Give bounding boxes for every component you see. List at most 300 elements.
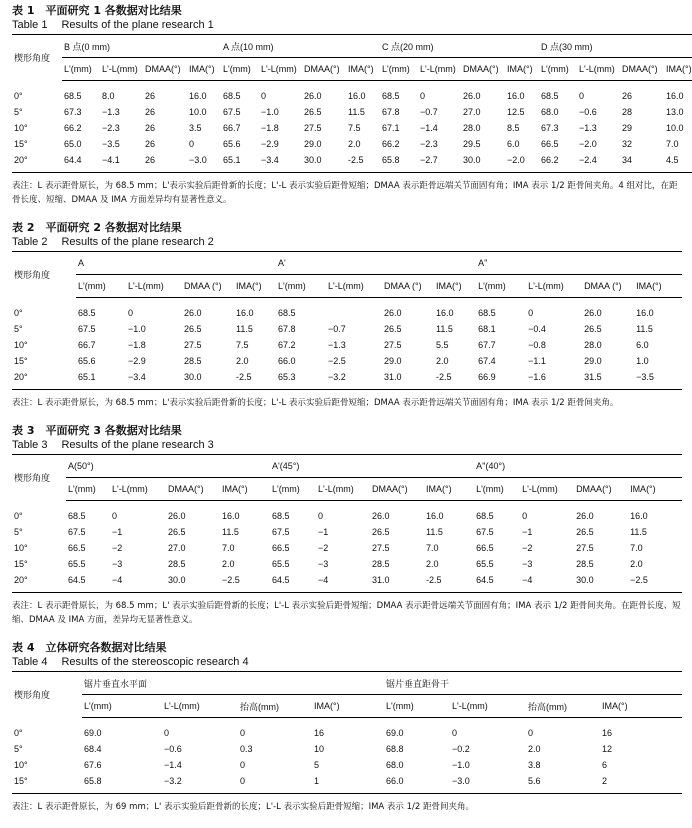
data-cell: 66.9 [478,372,496,382]
data-cell: 11.5 [236,324,253,334]
row-angle-cell: 15° [14,559,28,569]
data-cell: 28.5 [184,356,202,366]
data-cell: 16.0 [666,91,684,101]
data-cell: −4 [522,575,533,585]
data-cell: 11.5 [222,527,239,537]
column-header: 抬高(mm) [526,695,600,718]
data-cell: 11.5 [426,527,443,537]
data-cell: 16.0 [222,511,240,521]
data-cell: 34 [622,155,633,165]
data-cell: 27.5 [384,340,402,350]
data-cell: −1.4 [164,760,182,770]
data-cell: −1.3 [102,107,120,117]
column-header: L'(mm) [380,58,418,81]
data-cell: 68.5 [278,308,296,318]
data-cell: 66.2 [382,139,400,149]
column-header: L'-L(mm) [126,275,182,298]
data-cell: −2.5 [630,575,648,585]
data-cell: 65.1 [78,372,96,382]
row-angle-cell: 5° [14,107,23,117]
data-cell: 26 [145,107,156,117]
table-2-caption-en [12,235,682,249]
data-cell: 27.5 [372,543,390,553]
data-cell: 12.5 [507,107,525,117]
data-cell: −0.7 [420,107,438,117]
data-cell: −2.9 [128,356,146,366]
corner-header: 楔形角度 [14,53,51,64]
table-1-caption-cn: 表 1 平面研究 1 各数据对比结果 [12,4,182,17]
data-cell: 65.8 [84,776,102,786]
data-cell: −0.2 [452,744,470,754]
column-header: IMA(°) [628,478,682,501]
column-header: L'(mm) [276,275,326,298]
table-4 [12,671,682,794]
column-header: L'(mm) [62,58,100,81]
data-cell: 7.0 [630,543,643,553]
data-cell: 68.5 [68,511,86,521]
table-row [12,572,682,593]
data-cell: 16 [602,728,613,738]
data-cell: 28 [622,107,633,117]
data-cell: 67.3 [64,107,82,117]
data-cell: 11.5 [436,324,453,334]
column-header: DMAA(°) [166,478,220,501]
data-cell: 28.0 [463,123,481,133]
table-row [12,369,682,390]
table-3-caption-cn: 表 3 平面研究 3 各数据对比结果 [12,424,182,437]
data-cell: −1.8 [128,340,146,350]
data-cell: 5.6 [528,776,541,786]
column-header: IMA(°) [600,695,682,718]
data-cell: 26.0 [304,91,322,101]
group-header-row [12,35,692,58]
column-header: L'-L(mm) [316,478,370,501]
table-4-caption-cn: 表 4 立体研究各数据对比结果 [12,641,167,654]
group-header: 锯片垂直距骨干 [384,672,682,695]
data-cell: 16.0 [630,511,648,521]
data-cell: 66.5 [68,543,86,553]
data-cell: 67.1 [382,123,400,133]
row-angle-cell: 10° [14,340,28,350]
data-cell: 28.0 [584,340,602,350]
column-header: L'(mm) [221,58,259,81]
data-cell: 3.5 [189,123,202,133]
data-cell: −3 [522,559,533,569]
data-cell: −3.2 [328,372,346,382]
column-header: IMA(°) [220,478,270,501]
table-3-body [12,455,682,593]
row-angle-cell: 20° [14,155,28,165]
group-header: C 点(20 mm) [380,35,539,58]
table-2 [12,251,682,390]
column-header: IMA(°) [664,58,692,81]
data-cell: 28.5 [372,559,390,569]
data-cell: 16.0 [507,91,525,101]
data-cell: 0 [318,511,324,521]
group-header: 锯片垂直水平面 [82,672,384,695]
column-header: DMAA(°) [574,478,628,501]
data-cell: 16.0 [348,91,366,101]
data-cell: 26 [145,91,156,101]
table-3-note: 表注：L 表示距骨原长，为 68.5 mm；L' 表示实验后距骨新的长度；L'-L 表示实验后距骨短缩；DMAA 表示距骨远端关节面固有角；IMA 表示 1/2 距骨间夹角。在距骨长度、短缩、DMAA 及 IMA 方面，差异均无显著性意义。 [12,601,681,625]
data-cell: 68.5 [223,91,241,101]
table-row [12,81,692,105]
data-cell: 0 [112,511,118,521]
data-cell: −0.8 [528,340,546,350]
table-2-caption-cn: 表 2 平面研究 2 各数据对比结果 [12,221,182,234]
data-cell: 67.5 [78,324,96,334]
group-header: D 点(30 mm) [539,35,692,58]
data-cell: 2.0 [236,356,249,366]
data-cell: −2.5 [328,356,346,366]
data-cell: −2 [318,543,329,553]
data-cell: −1 [318,527,329,537]
data-cell: 29.0 [304,139,322,149]
data-cell: −0.6 [164,744,182,754]
data-cell: 27.0 [463,107,481,117]
data-cell: 30.0 [463,155,481,165]
data-cell: 68.5 [478,308,496,318]
data-cell: 26.5 [304,107,322,117]
table-2-number: Table 2 [12,236,48,248]
data-cell: 26.5 [372,527,390,537]
data-cell: -2.5 [348,155,364,165]
data-cell: 0 [240,776,246,786]
data-cell: −3.5 [636,372,654,382]
data-cell: 67.5 [68,527,86,537]
group-header-row [12,455,682,478]
data-cell: 68.5 [272,511,290,521]
data-cell: −1.0 [128,324,146,334]
data-cell: 16.0 [636,308,654,318]
row-angle-cell: 10° [14,123,28,133]
data-cell: 3.8 [528,760,541,770]
table-row [12,718,682,742]
data-cell: 26.0 [576,511,594,521]
data-cell: 67.5 [272,527,290,537]
data-cell: 27.5 [184,340,202,350]
row-angle-cell: 5° [14,744,23,754]
data-cell: −3 [318,559,329,569]
data-cell: 2.0 [426,559,439,569]
column-header: L'(mm) [66,478,110,501]
group-header-row [12,672,682,695]
table-1-body [12,35,692,173]
subheader-row [12,478,682,501]
data-cell: 68.0 [386,760,404,770]
data-cell: 0 [240,728,246,738]
data-cell: 65.1 [223,155,241,165]
group-header: A [76,252,276,275]
data-cell: 67.7 [478,340,496,350]
data-cell: 67.8 [382,107,400,117]
data-cell: 16 [314,728,325,738]
group-header: A''(40°) [474,455,682,478]
data-cell: 67.5 [476,527,494,537]
data-cell: −1.4 [420,123,438,133]
data-cell: −2.4 [579,155,597,165]
data-cell: 0 [522,511,528,521]
data-cell: 26 [622,91,633,101]
column-header: IMA(°) [634,275,682,298]
data-cell: −1.3 [579,123,597,133]
subheader-row [12,58,692,81]
corner-header: 楔形角度 [14,270,51,281]
data-cell: 66.5 [541,139,559,149]
data-cell: −3.0 [189,155,207,165]
data-cell: -2.5 [426,575,442,585]
table-row [12,104,692,120]
document-page [12,4,692,828]
data-cell: −3.2 [164,776,182,786]
table-row [12,120,692,136]
column-header: IMA(°) [434,275,476,298]
row-angle-cell: 15° [14,776,28,786]
data-cell: −2.5 [222,575,240,585]
data-cell: 68.5 [78,308,96,318]
data-cell: 65.8 [382,155,400,165]
data-cell: 67.5 [223,107,241,117]
data-cell: 2 [602,776,608,786]
group-header: B 点(0 mm) [62,35,221,58]
data-cell: 13.0 [666,107,684,117]
table-3 [12,454,682,593]
data-cell: 0 [528,308,534,318]
data-cell: 8.0 [102,91,115,101]
column-header: IMA(°) [234,275,276,298]
table-row [12,136,692,152]
data-cell: −2.0 [507,155,525,165]
data-cell: 11.5 [630,527,647,537]
row-angle-cell: 5° [14,527,23,537]
data-cell: −2.3 [102,123,120,133]
data-cell: 65.0 [64,139,82,149]
data-cell: 67.8 [278,324,296,334]
column-header: 抬高(mm) [238,695,312,718]
data-cell: 26 [145,155,156,165]
data-cell: −1.8 [261,123,279,133]
data-cell: 29.0 [384,356,402,366]
data-cell: 26.0 [168,511,186,521]
data-cell: 66.7 [223,123,241,133]
data-cell: 0 [420,91,426,101]
data-cell: 5 [314,760,320,770]
data-cell: 26.5 [384,324,402,334]
table-4-note: 表注：L 表示距骨原长，为 69 mm；L' 表示实验后距骨新的长度；L'-L 表示实验后距骨短缩；IMA 表示 1/2 距骨间夹角。 [12,802,475,812]
group-header: A'(45°) [270,455,474,478]
data-cell: −0.6 [579,107,597,117]
column-header: L'-L(mm) [577,58,620,81]
table-row [12,353,682,369]
table-4-caption-en [12,655,682,669]
data-cell: 7.0 [426,543,439,553]
row-angle-cell: 0° [14,727,23,738]
group-header-row [12,252,682,275]
data-cell: 26.5 [168,527,186,537]
data-cell: 27.5 [304,123,322,133]
column-header: DMAA(°) [461,58,505,81]
data-cell: 68.5 [382,91,400,101]
data-cell: −1 [522,527,533,537]
table-row [12,540,682,556]
data-cell: 0 [528,728,534,738]
data-cell: 6.0 [507,139,520,149]
row-angle-cell: 0° [14,90,23,101]
data-cell: 27.0 [168,543,186,553]
data-cell: 66.0 [386,776,404,786]
data-cell: 16.0 [236,308,254,318]
data-cell: 26.5 [584,324,602,334]
table-row [12,298,682,322]
group-header: A' [276,252,476,275]
data-cell: 2.0 [630,559,643,569]
row-angle-cell: 5° [14,324,23,334]
data-cell: 26 [145,123,156,133]
column-header: L'-L(mm) [526,275,582,298]
table-row [12,501,682,525]
data-cell: 11.5 [636,324,653,334]
data-cell: −3 [112,559,123,569]
data-cell: 67.4 [478,356,496,366]
data-cell: −1.0 [261,107,279,117]
data-cell: -2.5 [236,372,252,382]
data-cell: 68.0 [541,107,559,117]
column-header: L'(mm) [82,695,162,718]
data-cell: 27.5 [576,543,594,553]
group-header: A 点(10 mm) [221,35,380,58]
row-angle-cell: 10° [14,760,28,770]
table-row [12,773,682,794]
table-2-title: Results of the plane research 2 [61,236,214,248]
data-cell: 68.5 [476,511,494,521]
table-row [12,524,682,540]
data-cell: 68.5 [541,91,559,101]
table-row [12,741,682,757]
row-angle-cell: 15° [14,356,28,366]
table-1 [12,34,692,173]
data-cell: −3.4 [261,155,279,165]
data-cell: 64.4 [64,155,82,165]
data-cell: 16.0 [426,511,444,521]
data-cell: 66.0 [278,356,296,366]
data-cell: −1.3 [328,340,346,350]
data-cell: 66.5 [476,543,494,553]
data-cell: 65.5 [272,559,290,569]
data-cell: 4.5 [666,155,679,165]
data-cell: 10.0 [189,107,207,117]
column-header: L'-L(mm) [520,478,574,501]
data-cell: 2.0 [348,139,361,149]
data-cell: 66.5 [272,543,290,553]
data-cell: 28.5 [576,559,594,569]
data-cell: 67.3 [541,123,559,133]
row-angle-cell: 20° [14,372,28,382]
table-2-body [12,252,682,390]
column-header: IMA(°) [505,58,539,81]
column-header: DMAA (°) [182,275,234,298]
row-angle-cell: 0° [14,307,23,318]
table-1-caption-en [12,18,682,32]
table-2-section [12,221,682,410]
column-header: L'(mm) [474,478,520,501]
data-cell: 7.0 [222,543,235,553]
table-1-note: 表注：L 表示距骨原长，为 68.5 mm；L'表示实验后距骨新的长度；L'-L 表示实验后距骨短缩；DMAA 表示距骨远端关节面固有角；IMA 表示 1/2 距骨间夹角。4 组对比，在距骨长度、短缩、DMAA 及 IMA 方面差异均有显著性意义。 [12,181,678,205]
data-cell: −3.5 [102,139,120,149]
column-header: IMA(°) [424,478,474,501]
data-cell: 30.0 [576,575,594,585]
data-cell: −2.9 [261,139,279,149]
column-header: DMAA (°) [382,275,434,298]
column-header: DMAA(°) [143,58,187,81]
column-header: L'-L(mm) [450,695,526,718]
data-cell: 8.5 [507,123,520,133]
column-header: L'(mm) [76,275,126,298]
data-cell: −1.0 [452,760,470,770]
subheader-row [12,695,682,718]
data-cell: 26.0 [372,511,390,521]
data-cell: 68.4 [84,744,102,754]
data-cell: −3.0 [452,776,470,786]
data-cell: 26.0 [463,91,481,101]
data-cell: 26.0 [184,308,202,318]
data-cell: −2 [522,543,533,553]
row-angle-cell: 0° [14,510,23,521]
row-angle-cell: 15° [14,139,28,149]
data-cell: 65.3 [278,372,296,382]
data-cell: 2.0 [222,559,235,569]
column-header: IMA(°) [312,695,384,718]
column-header: L'(mm) [476,275,526,298]
table-4-body [12,672,682,794]
data-cell: 65.6 [223,139,241,149]
data-cell: 30.0 [168,575,186,585]
data-cell: 2.0 [528,744,541,754]
data-cell: 66.2 [64,123,82,133]
table-4-section [12,641,682,814]
data-cell: -2.5 [436,372,452,382]
table-row [12,757,682,773]
data-cell: 26.5 [576,527,594,537]
column-header: L'(mm) [384,695,450,718]
data-cell: 64.5 [272,575,290,585]
column-header: DMAA(°) [620,58,664,81]
data-cell: 29.0 [584,356,602,366]
row-angle-cell: 10° [14,543,28,553]
table-3-section [12,424,682,627]
data-cell: 64.5 [68,575,86,585]
data-cell: −2.3 [420,139,438,149]
data-cell: 0 [261,91,267,101]
data-cell: 6 [602,760,608,770]
column-header: L'-L(mm) [100,58,143,81]
data-cell: 7.5 [236,340,249,350]
data-cell: 31.5 [584,372,602,382]
data-cell: 69.0 [386,728,404,738]
data-cell: 64.5 [476,575,494,585]
data-cell: −2 [112,543,123,553]
data-cell: 10.0 [666,123,684,133]
table-1-number: Table 1 [12,19,48,31]
data-cell: 32 [622,139,633,149]
data-cell: 2.0 [436,356,449,366]
column-header: DMAA (°) [582,275,634,298]
column-header: L'(mm) [270,478,316,501]
data-cell: −0.7 [328,324,346,334]
data-cell: 69.0 [84,728,102,738]
data-cell: 6.0 [636,340,649,350]
data-cell: 0 [579,91,585,101]
data-cell: 0 [452,728,458,738]
